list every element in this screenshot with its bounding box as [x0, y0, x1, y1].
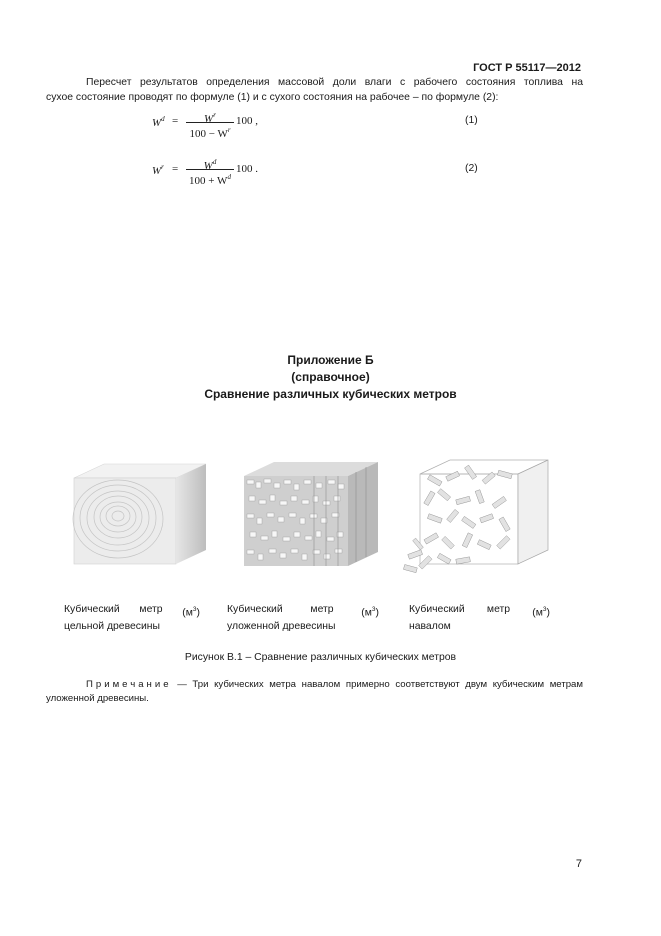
formula-1-lhs: $W^d$ [152, 115, 165, 129]
formula-1-number: (1) [465, 115, 478, 126]
page-number: 7 [575, 858, 582, 870]
formula-1-fraction [186, 108, 234, 140]
formula-1 [150, 108, 490, 142]
note-text-2: уложенной древесины. [46, 693, 149, 704]
appendix-status: (справочное) [291, 370, 370, 384]
formula-1-denominator: $100 - W^r$ [189, 126, 231, 140]
note-label: Примечание [86, 679, 172, 690]
appendix-title: Приложение Б [287, 353, 374, 367]
formula-2-denominator: $100 + W^d$ [189, 173, 231, 187]
figure-item-stacked-line2: уложенной древесины [227, 621, 336, 633]
formula-2-fraction [186, 155, 234, 187]
formula-1-equals: = [172, 115, 179, 127]
figure-item-solid: Кубический метр $(м^3)$ цельной древесины [64, 604, 200, 633]
note [46, 678, 583, 706]
appendix-heading: Сравнение различных кубических метров [204, 387, 457, 401]
figure-item-solid-line2: цельной древесины [64, 621, 160, 633]
note-text-1: — Три кубических метра навалом примерно соответствуют двум кубическим метрам [177, 679, 583, 690]
intro-line-1: Пересчет результатов определения массовой доли влаги с рабочего состояния топлива на [86, 77, 583, 88]
figure-caption: Рисунок В.1 – Сравнение различных кубических метров [184, 652, 457, 663]
intro-paragraph [46, 75, 583, 105]
figure-item-loose: Кубический метр $(м^3)$ навалом [409, 604, 550, 633]
formula-2-factor: 100 . [236, 163, 258, 175]
stacked-wood-cube-image [234, 456, 384, 572]
formula-2-number: (2) [465, 163, 478, 174]
formula-2 [150, 155, 490, 189]
figure-item-stacked: Кубический метр $(м^3)$ уложенной древесины [227, 604, 379, 633]
document-standard-number: ГОСТ Р 55117—2012 [473, 62, 581, 74]
formula-1-factor: 100 , [236, 115, 258, 127]
formula-2-numerator: $W^d$ [203, 158, 217, 172]
intro-line-2: сухое состояние проводят по формуле (1) и с сухого состояния на рабочее – по формуле (2): [46, 92, 499, 103]
solid-wood-cube-image [60, 456, 210, 572]
figure-item-loose-line2: навалом [409, 621, 451, 633]
formula-1-numerator: $W^r$ [204, 111, 216, 125]
formula-2-lhs: $W^r$ [152, 163, 164, 177]
loose-wood-cube-image [398, 456, 556, 580]
formula-2-equals: = [172, 163, 179, 175]
